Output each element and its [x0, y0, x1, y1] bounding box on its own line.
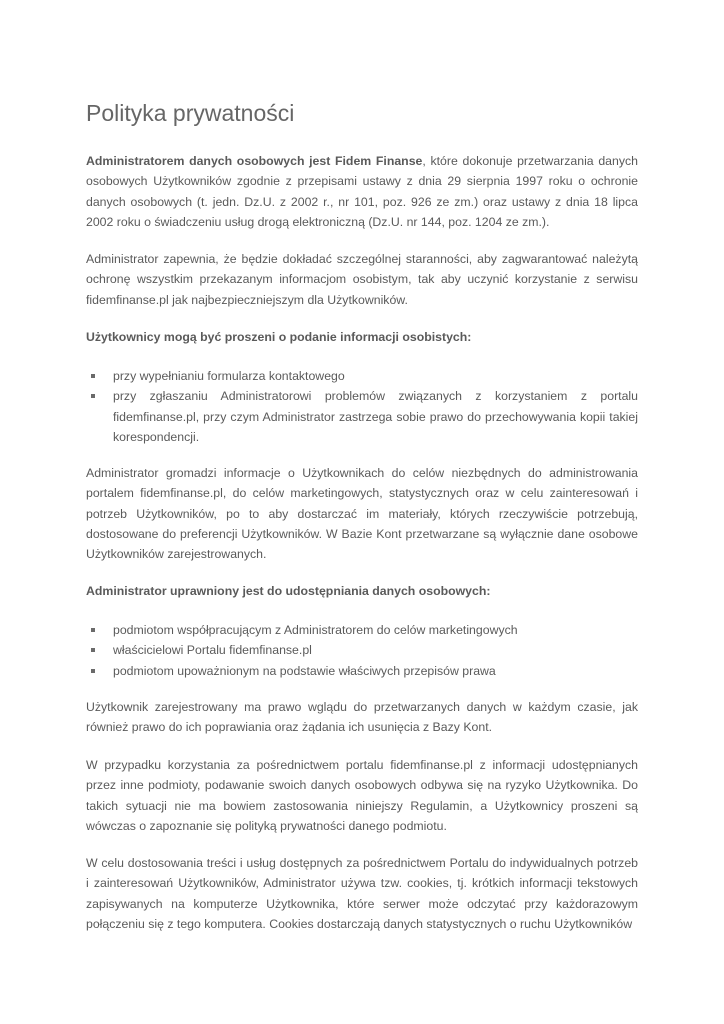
paragraph-4: Użytkownik zarejestrowany ma prawo wglądu do przetwarzanych danych w każdym czasie, jak również prawo do ich poprawiania oraz żądania ich usunięcia z Bazy Kont. — [86, 700, 638, 735]
bullet-icon — [91, 394, 95, 398]
list-item: przy wypełnianiu formularza kontaktowego — [86, 366, 638, 386]
paragraph-5: W przypadku korzystania za pośrednictwem portalu fidemfinanse.pl z informacji udostępnianych przez inne podmioty, podawanie swoich danych osobowych odbywa się na ryzyko Użytkownika. Do takich sytuacji nie ma bowiem zastosowania niniejszy Regulamin, a Użytkownicy proszeni są wówczas o zapoznanie się polityką prywatności danego podmiotu. — [86, 758, 638, 833]
intro-paragraph — [86, 151, 638, 232]
list-2 — [86, 620, 638, 681]
page-title: Polityka prywatności — [86, 100, 295, 126]
bullet-icon — [91, 669, 95, 673]
section-heading-1: Użytkownicy mogą być proszeni o podanie informacji osobistych: — [86, 330, 472, 344]
list-item: przy zgłaszaniu Administratorowi problemów związanych z korzystaniem z portalu fidemfinanse.pl, przy czym Administrator zastrzega sobie prawo do przechowywania kopii takiej korespondencji. — [86, 386, 638, 447]
paragraph-2: Administrator zapewnia, że będzie dokładać szczególnej staranności, aby zagwarantować należytą ochronę wszystkim przekazanym informacjom osobistym, tak aby uczynić korzystanie z serwisu fidemfinanse.pl jak najbezpieczniejszym dla Użytkowników. — [86, 252, 638, 307]
paragraph-3: Administrator gromadzi informacje o Użytkownikach do celów niezbędnych do administrowania portalem fidemfinanse.pl, do celów marketingowych, statystycznych oraz w celu zainteresowań i potrzeb Użytkowników, po to aby dostarczać im materiały, których rzeczywiście potrzebują, dostosowane do preferencji Użytkowników. W Bazie Kont przetwarzane są wyłącznie dane osobowe Użytkowników zarejestrowanych. — [86, 466, 638, 562]
paragraph-6: W celu dostosowania treści i usług dostępnych za pośrednictwem Portalu do indywidualnych potrzeb i zainteresowań Użytkowników, Administrator używa tzw. cookies, tj. krótkich informacji tekstowych zapisywanych na komputerze Użytkownika, które serwer może odczytać przy każdorazowym połączeniu się z tego komputera. Cookies dostarczają danych statystycznych o ruchu Użytkowników — [86, 856, 638, 931]
bullet-icon — [91, 648, 95, 652]
list-item: podmiotom współpracującym z Administratorem do celów marketingowych — [86, 620, 638, 640]
list-1 — [86, 366, 638, 447]
section-heading-2: Administrator uprawniony jest do udostępniania danych osobowych: — [86, 584, 491, 598]
intro-bold: Administratorem danych osobowych jest Fidem Finanse — [86, 154, 423, 168]
bullet-icon — [91, 374, 95, 378]
list-item: podmiotom upoważnionym na podstawie właściwych przepisów prawa — [86, 661, 638, 681]
intro-text: , które dokonuje przetwarzania danych osobowych Użytkowników zgodnie z przepisami ustawy z dnia 29 sierpnia 1997 roku o ochronie danych osobowych (t. jedn. Dz.U. z 2002 r., nr 101, poz. 926 ze zm.) oraz ustawy z dnia 18 lipca 2002 roku o świadczeniu usług drogą elektroniczną (Dz.U. nr 144, poz. 1204 ze zm.). — [86, 154, 638, 229]
bullet-icon — [91, 628, 95, 632]
list-item: właścicielowi Portalu fidemfinanse.pl — [86, 640, 638, 660]
